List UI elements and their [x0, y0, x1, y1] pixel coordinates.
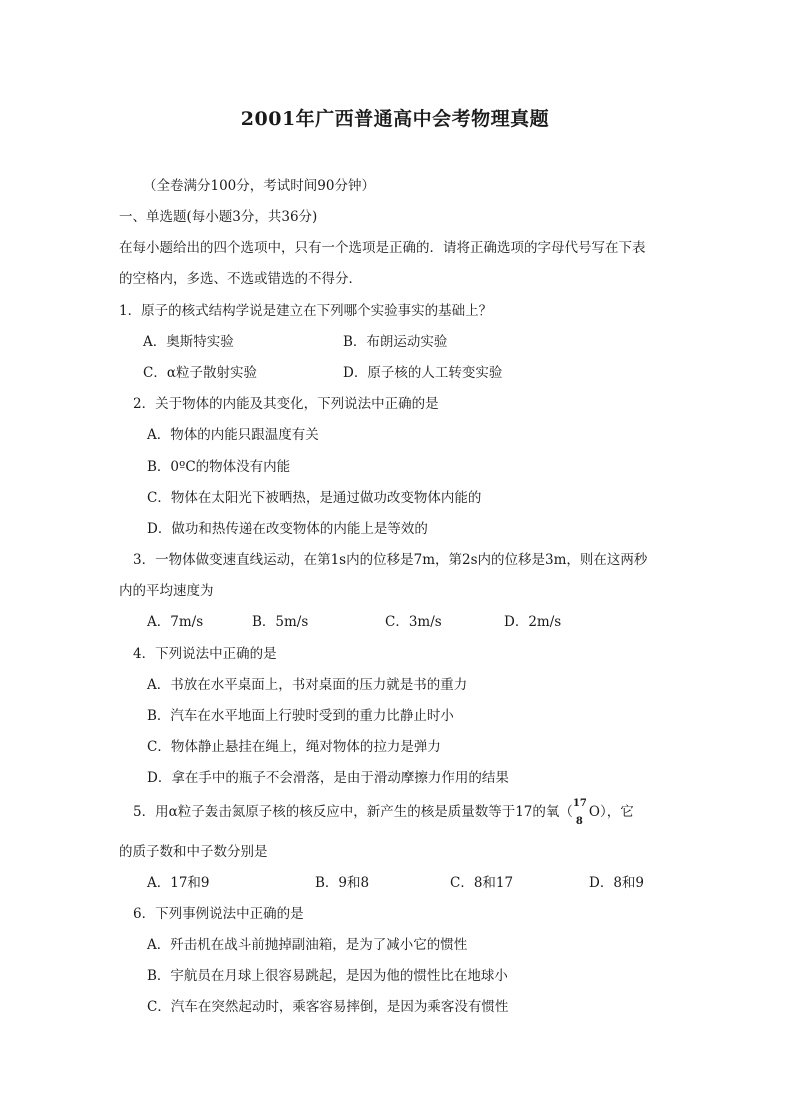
question-2-option-a: A．物体的内能只跟温度有关: [147, 427, 319, 443]
question-4-option-a: A．书放在水平桌面上，书对桌面的压力就是书的重力: [147, 677, 468, 693]
question-4-option-d: D．拿在手中的瓶子不会滑落，是由于滑动摩擦力作用的结果: [147, 770, 509, 786]
question-1-option-b: B．布朗运动实验: [343, 334, 448, 350]
instruction-line-2: 的空格内，多选、不选或错选的不得分．: [119, 271, 362, 287]
question-3-stem-line-1: 3．一物体做变速直线运动，在第1s内的位移是7m，第2s内的位移是3m，则在这两秒: [133, 552, 648, 568]
page-title: 2001年广西普通高中会考物理真题: [240, 108, 550, 130]
question-4-option-c: C．物体静止悬挂在绳上，绳对物体的拉力是弹力: [147, 739, 441, 755]
question-5-option-a: A．17和9: [147, 875, 210, 891]
question-5-stem-part-2: ），它: [599, 804, 634, 820]
question-6-option-c: C．汽车在突然起动时，乘客容易摔倒，是因为乘客没有惯性: [147, 999, 509, 1015]
question-2-option-d: D．做功和热传递在改变物体的内能上是等效的: [147, 521, 428, 537]
question-5-option-d: D．8和9: [589, 875, 645, 891]
question-6-stem: 6．下列事例说法中正确的是: [133, 906, 304, 922]
nuclide-mass-number: 17: [572, 797, 587, 809]
section-heading: 一、单选题(每小题3分，共36分): [119, 209, 318, 225]
nuclide-symbol: O: [588, 804, 600, 820]
question-1-option-d: D．原子核的人工转变实验: [343, 365, 503, 381]
question-6-option-b: B．宇航员在月球上很容易跳起，是因为他的惯性比在地球小: [147, 968, 508, 984]
question-2-option-c: C．物体在太阳光下被晒热，是通过做功改变物体内能的: [147, 490, 482, 506]
question-6-option-a: A．歼击机在战斗前抛掉副油箱，是为了减小它的惯性: [147, 937, 468, 953]
question-3-option-c: C．3m/s: [385, 614, 442, 630]
instruction-line-1: 在每小题给出的四个选项中，只有一个选项是正确的．请将正确选项的字母代号写在下表: [119, 240, 646, 256]
question-4-stem: 4．下列说法中正确的是: [133, 646, 277, 662]
exam-info: （全卷满分100分，考试时间90分钟）: [143, 178, 375, 194]
question-2-stem: 2．关于物体的内能及其变化，下列说法中正确的是: [133, 396, 439, 412]
question-4-option-b: B．汽车在水平地面上行驶时受到的重力比静止时小: [147, 708, 454, 724]
question-5-stem-line-2: 的质子数和中子数分别是: [119, 844, 268, 860]
question-5-stem-part-1: 5．用α粒子轰击氮原子核的核反应中，新产生的核是质量数等于17的氧（: [133, 804, 573, 820]
nuclide-atomic-number: 8: [575, 815, 583, 827]
question-3-option-a: A．7m/s: [147, 614, 204, 630]
question-1-option-a: A．奥斯特实验: [143, 334, 234, 350]
question-3-option-b: B．5m/s: [252, 614, 309, 630]
question-5-stem-line-1: [133, 797, 634, 827]
oxygen-nuclide: [572, 797, 589, 827]
question-1-stem: 1．原子的核式结构学说是建立在下列哪个实验事实的基础上？: [119, 303, 493, 319]
question-1-option-c: C．α粒子散射实验: [143, 365, 257, 381]
question-3-option-d: D．2m/s: [504, 614, 562, 630]
question-5-option-c: C．8和17: [450, 875, 514, 891]
question-2-option-b: B．0ºC的物体没有内能: [147, 459, 291, 475]
question-5-option-b: B．9和8: [315, 875, 370, 891]
question-3-stem-line-2: 内的平均速度为: [119, 583, 214, 599]
